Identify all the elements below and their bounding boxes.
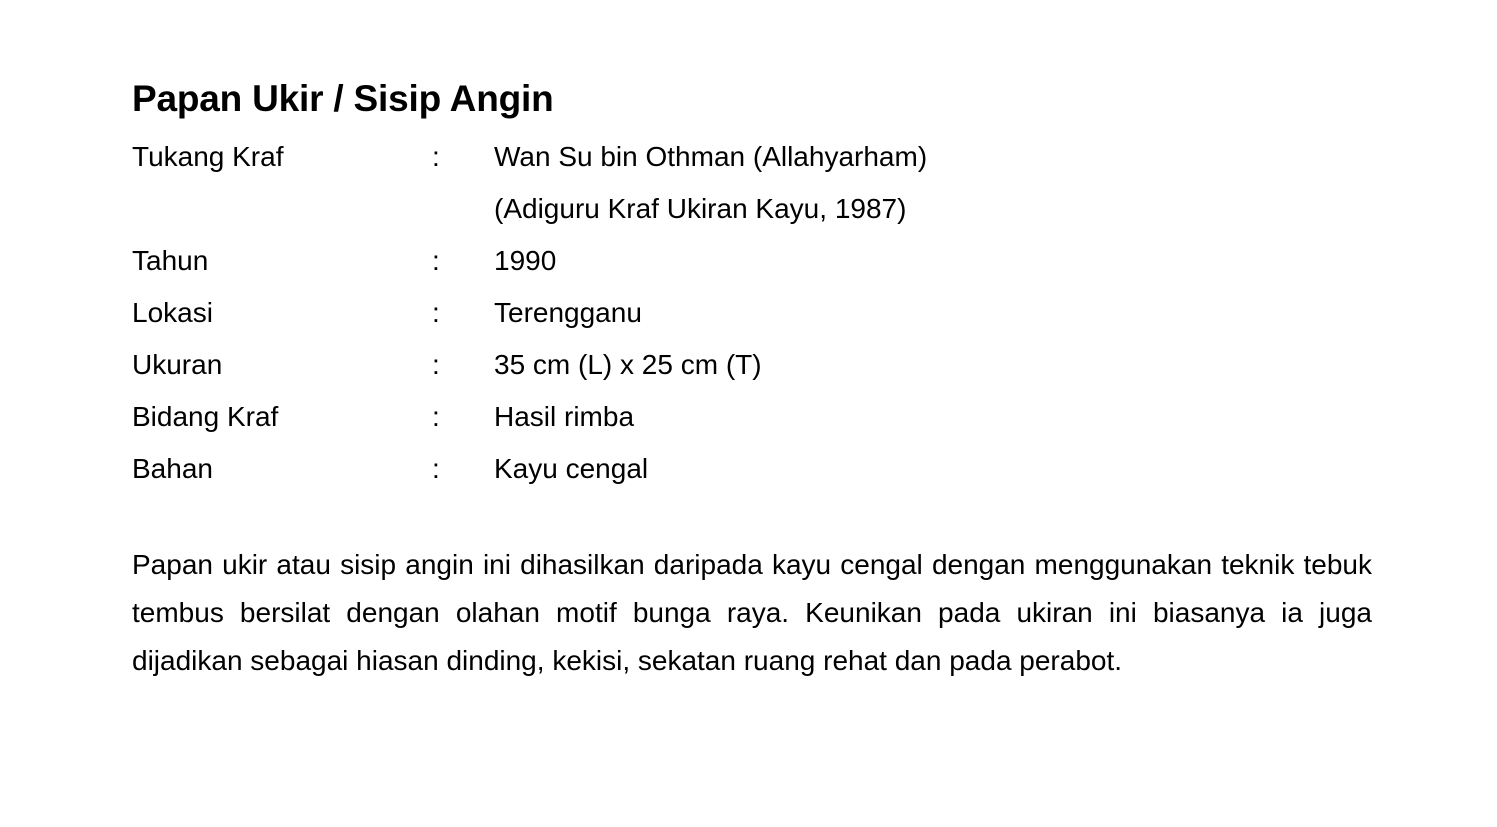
table-row bbox=[132, 391, 927, 443]
specification-table bbox=[132, 131, 927, 495]
spec-colon: : bbox=[432, 244, 440, 276]
spec-colon: : bbox=[432, 348, 440, 380]
description-paragraph: Papan ukir atau sisip angin ini dihasilkan daripada kayu cengal dengan menggunakan teknik tebuk tembus bersilat dengan olahan motif bunga raya. Keunikan pada ukiran ini biasanya ia juga dijadikan sebagai hiasan dinding, kekisi, sekatan ruang rehat dan pada perabot. bbox=[132, 548, 1372, 676]
spec-value: Kayu cengal bbox=[494, 452, 649, 484]
spec-value: 35 cm (L) x 25 cm (T) bbox=[494, 348, 762, 380]
spec-value: 1990 bbox=[494, 244, 557, 276]
spec-label: Tahun bbox=[132, 244, 209, 276]
table-row bbox=[132, 443, 927, 495]
spec-label: Bidang Kraf bbox=[132, 400, 279, 432]
spec-colon: : bbox=[432, 452, 440, 484]
spacer bbox=[132, 495, 1372, 541]
page-title bbox=[132, 78, 1372, 121]
spec-label: Bahan bbox=[132, 452, 213, 484]
table-row bbox=[132, 287, 927, 339]
spec-colon bbox=[432, 183, 494, 235]
spec-value: (Adiguru Kraf Ukiran Kayu, 1987) bbox=[494, 192, 907, 224]
spec-label: Lokasi bbox=[132, 296, 213, 328]
page-title-first: Papan Ukir bbox=[132, 78, 324, 119]
table-row bbox=[132, 235, 927, 287]
spec-value: Hasil rimba bbox=[494, 400, 635, 432]
spec-colon: : bbox=[432, 400, 440, 432]
spec-colon: : bbox=[432, 296, 440, 328]
spec-label: Tukang Kraf bbox=[132, 140, 284, 172]
document-content bbox=[132, 78, 1372, 685]
spec-colon: : bbox=[432, 140, 440, 172]
spec-value: Wan Su bin Othman (Allahyarham) bbox=[494, 140, 928, 172]
spec-value: Terengganu bbox=[494, 296, 642, 328]
table-row bbox=[132, 339, 927, 391]
page-title-second: Sisip Angin bbox=[353, 78, 554, 119]
spec-label: Ukuran bbox=[132, 348, 223, 380]
spec-label bbox=[132, 183, 432, 235]
table-row bbox=[132, 183, 927, 235]
table-row bbox=[132, 131, 927, 183]
page-title-separator: / bbox=[323, 78, 354, 119]
